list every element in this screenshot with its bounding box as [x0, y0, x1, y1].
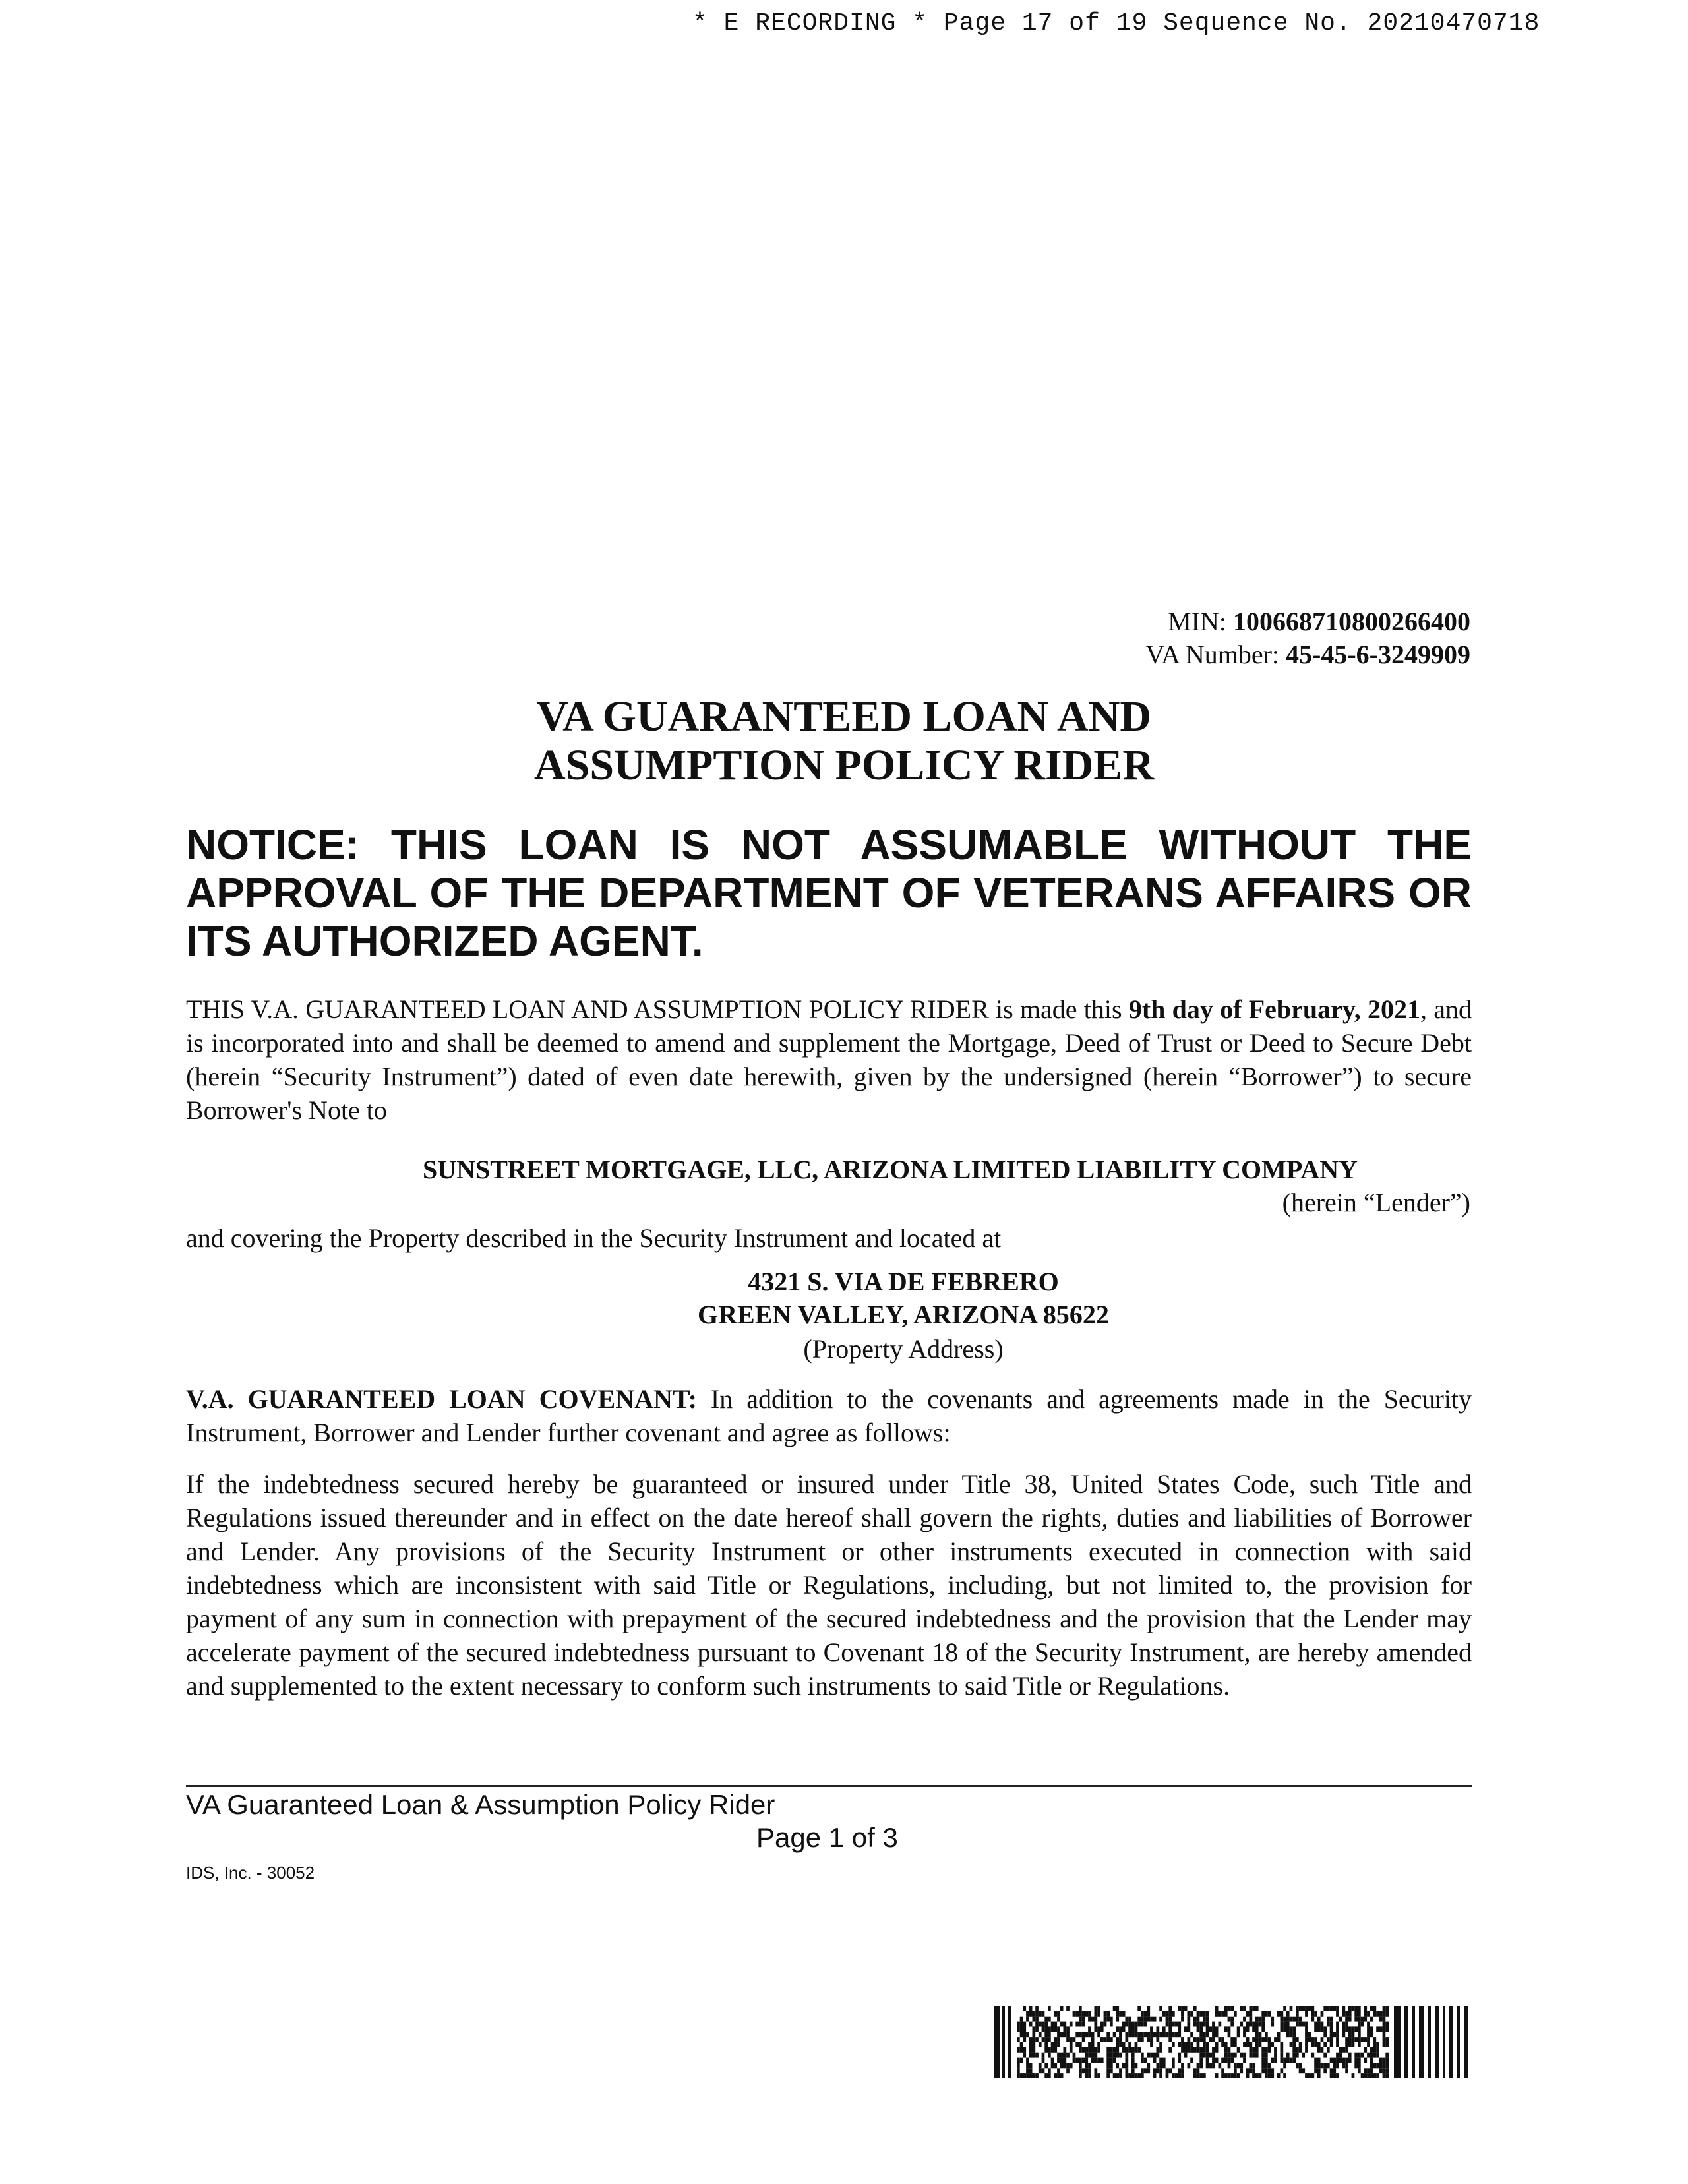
footer-divider — [186, 1785, 1472, 1787]
intro-date: 9th day of February, 2021 — [1128, 994, 1420, 1024]
notice-heading: NOTICE: THIS LOAN IS NOT ASSUMABLE WITHOUT THE APPROVAL OF THE DEPARTMENT OF VETERANS AFFAIRS OR ITS AUTHORIZED AGENT. — [186, 821, 1472, 965]
title-line-1: VA GUARANTEED LOAN AND — [536, 692, 1152, 741]
covenant-heading: V.A. GUARANTEED LOAN COVENANT: — [186, 1384, 697, 1414]
document-title — [0, 692, 1688, 790]
intro-paragraph — [186, 992, 1472, 1127]
footer-form-title: VA Guaranteed Loan & Assumption Policy Rider — [186, 1789, 775, 1820]
address-line-2: GREEN VALLEY, ARIZONA 85622 — [698, 1300, 1109, 1329]
va-number-value: 45-45-6-3249909 — [1286, 640, 1470, 669]
min-label: MIN: — [1168, 607, 1226, 636]
min-line — [1145, 605, 1470, 638]
barcode-icon — [994, 2006, 1469, 2078]
footer-form-id: IDS, Inc. - 30052 — [186, 1863, 315, 1883]
address-label: (Property Address) — [803, 1334, 1004, 1364]
lender-tag: (herein “Lender”) — [1282, 1188, 1470, 1217]
address-line-1: 4321 S. VIA DE FEBRERO — [748, 1267, 1059, 1296]
covenant-text: In addition to the covenants and agreements made in the Security Instrument, Borrower and Lender further covenant and agree as follows: — [186, 1384, 1472, 1447]
min-value: 100668710800266400 — [1233, 607, 1470, 636]
footer-page-number: Page 1 of 3 — [756, 1822, 898, 1853]
intro-text-2: , and is incorporated into and shall be deemed to amend and supplement the Mortgage, Deed of Trust or Deed to Secure Debt (herein “Security Instrument”) dated of even date herewith, given by the undersigned (herein “Borrower”) to secure Borrower's Note to — [186, 994, 1472, 1125]
title-38-paragraph: If the indebtedness secured hereby be guaranteed or insured under Title 38, United States Code, such Title and Regulations issued thereunder and in effect on the date hereof shall govern the rights, duties and liabilities of Borrower and Lender. Any provisions of the Security Instrument or other instruments executed in connection with said indebtedness which are inconsistent with said Title or Regulations, including, but not limited to, the provision for payment of any sum in connection with prepayment of the secured indebtedness and the provision that the Lender may accelerate payment of the secured indebtedness pursuant to Covenant 18 of the Security Instrument, are hereby amended and supplemented to the extent necessary to conform such instruments to said Title or Regulations. — [186, 1469, 1472, 1701]
loan-identifiers — [1145, 605, 1470, 671]
covering-text: and covering the Property described in the Security Instrument and located at — [186, 1223, 1002, 1253]
va-number-label: VA Number: — [1145, 640, 1280, 669]
title-line-2: ASSUMPTION POLICY RIDER — [534, 741, 1154, 789]
va-number-line — [1145, 638, 1470, 671]
intro-text-1: THIS V.A. GUARANTEED LOAN AND ASSUMPTION POLICY RIDER is made this — [186, 994, 1129, 1024]
covenant-paragraph — [186, 1382, 1472, 1449]
recording-header: * E RECORDING * Page 17 of 19 Sequence No. 20210470718 — [692, 9, 1540, 38]
lender-name: SUNSTREET MORTGAGE, LLC, ARIZONA LIMITED LIABILITY COMPANY — [422, 1155, 1358, 1184]
